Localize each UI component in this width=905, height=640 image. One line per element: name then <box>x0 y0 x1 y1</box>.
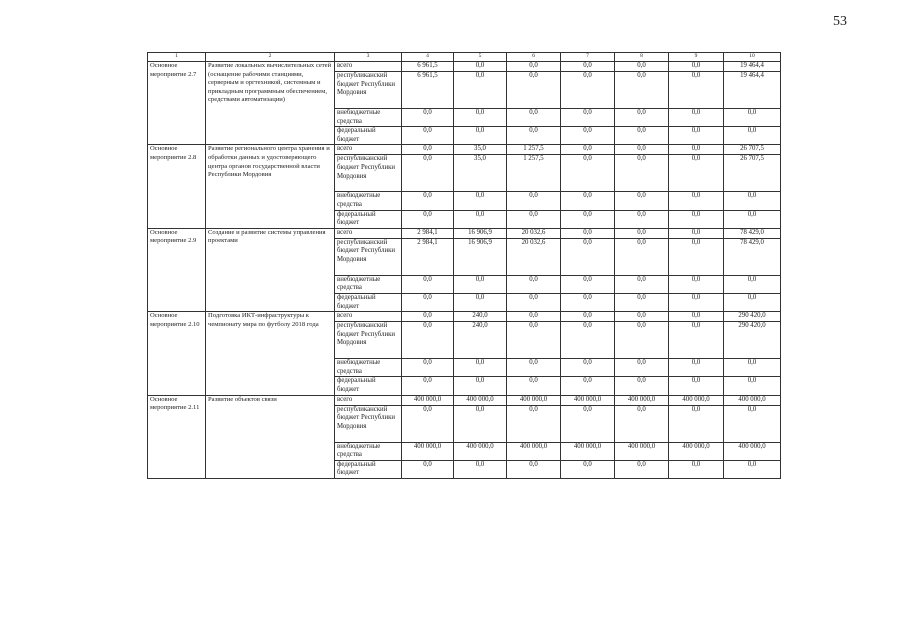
value-cell: 0,0 <box>724 377 781 395</box>
value-cell: 0,0 <box>669 322 724 359</box>
table-row <box>148 228 781 238</box>
funding-source-cell: федеральный бюджет <box>335 460 402 478</box>
value-cell: 0,0 <box>669 109 724 127</box>
value-cell: 19 464,4 <box>724 62 781 72</box>
value-cell: 0,0 <box>669 228 724 238</box>
value-cell: 400 000,0 <box>507 395 561 405</box>
value-cell: 0,0 <box>724 359 781 377</box>
column-number-cell: 8 <box>615 53 669 62</box>
value-cell: 0,0 <box>402 405 454 442</box>
funding-source-cell: федеральный бюджет <box>335 293 402 311</box>
value-cell: 0,0 <box>402 145 454 155</box>
value-cell: 0,0 <box>615 238 669 275</box>
table-row <box>148 62 781 72</box>
value-cell: 0,0 <box>507 192 561 210</box>
value-cell: 0,0 <box>454 377 507 395</box>
value-cell: 0,0 <box>561 293 615 311</box>
value-cell: 0,0 <box>669 155 724 192</box>
value-cell: 0,0 <box>507 62 561 72</box>
activity-cell: Основное мероприятие 2.11 <box>148 395 206 478</box>
value-cell: 0,0 <box>669 377 724 395</box>
description-cell: Развитие объектов связи <box>206 395 335 478</box>
value-cell: 0,0 <box>507 293 561 311</box>
column-number-cell: 5 <box>454 53 507 62</box>
value-cell: 290 420,0 <box>724 322 781 359</box>
value-cell: 0,0 <box>561 405 615 442</box>
value-cell: 0,0 <box>669 238 724 275</box>
value-cell: 0,0 <box>402 359 454 377</box>
description-cell: Создание и развитие системы управления проектами <box>206 228 335 311</box>
funding-source-cell: республиканский бюджет Республики Мордовия <box>335 238 402 275</box>
value-cell: 6 961,5 <box>402 72 454 109</box>
value-cell: 0,0 <box>561 210 615 228</box>
funding-source-cell: внебюджетные средства <box>335 442 402 460</box>
funding-source-cell: республиканский бюджет Республики Мордовия <box>335 72 402 109</box>
activity-cell: Основное мероприятие 2.9 <box>148 228 206 311</box>
value-cell: 0,0 <box>669 460 724 478</box>
value-cell: 26 707,5 <box>724 145 781 155</box>
value-cell: 0,0 <box>507 460 561 478</box>
value-cell: 0,0 <box>724 127 781 145</box>
value-cell: 0,0 <box>454 72 507 109</box>
value-cell: 16 906,9 <box>454 238 507 275</box>
value-cell: 19 464,4 <box>724 72 781 109</box>
value-cell: 0,0 <box>507 405 561 442</box>
funding-source-cell: федеральный бюджет <box>335 210 402 228</box>
value-cell: 0,0 <box>669 127 724 145</box>
funding-source-cell: республиканский бюджет Республики Мордовия <box>335 405 402 442</box>
value-cell: 2 984,1 <box>402 228 454 238</box>
column-number-cell: 7 <box>561 53 615 62</box>
value-cell: 35,0 <box>454 145 507 155</box>
value-cell: 400 000,0 <box>669 395 724 405</box>
value-cell: 26 707,5 <box>724 155 781 192</box>
table-row <box>148 312 781 322</box>
value-cell: 0,0 <box>669 359 724 377</box>
value-cell: 0,0 <box>402 192 454 210</box>
column-number-cell: 1 <box>148 53 206 62</box>
value-cell: 0,0 <box>615 322 669 359</box>
value-cell: 0,0 <box>615 155 669 192</box>
value-cell: 0,0 <box>561 238 615 275</box>
value-cell: 0,0 <box>507 210 561 228</box>
value-cell: 0,0 <box>561 359 615 377</box>
value-cell: 0,0 <box>615 275 669 293</box>
value-cell: 0,0 <box>615 72 669 109</box>
value-cell: 0,0 <box>507 322 561 359</box>
funding-source-cell: республиканский бюджет Республики Мордовия <box>335 322 402 359</box>
funding-source-cell: всего <box>335 228 402 238</box>
value-cell: 0,0 <box>402 322 454 359</box>
value-cell: 0,0 <box>724 210 781 228</box>
value-cell: 0,0 <box>561 109 615 127</box>
value-cell: 0,0 <box>669 210 724 228</box>
column-number-cell: 3 <box>335 53 402 62</box>
value-cell: 0,0 <box>507 312 561 322</box>
funding-source-cell: внебюджетные средства <box>335 275 402 293</box>
value-cell: 0,0 <box>454 359 507 377</box>
value-cell: 0,0 <box>615 405 669 442</box>
value-cell: 0,0 <box>669 293 724 311</box>
value-cell: 0,0 <box>615 228 669 238</box>
funding-source-cell: республиканский бюджет Республики Мордовия <box>335 155 402 192</box>
value-cell: 0,0 <box>615 62 669 72</box>
value-cell: 0,0 <box>615 293 669 311</box>
value-cell: 0,0 <box>615 109 669 127</box>
value-cell: 0,0 <box>669 275 724 293</box>
value-cell: 0,0 <box>724 293 781 311</box>
description-cell: Подготовка ИКТ-инфраструктуры к чемпионату мира по футболу 2018 года <box>206 312 335 395</box>
value-cell: 0,0 <box>507 127 561 145</box>
value-cell: 400 000,0 <box>507 442 561 460</box>
value-cell: 0,0 <box>561 155 615 192</box>
value-cell: 240,0 <box>454 322 507 359</box>
value-cell: 0,0 <box>615 377 669 395</box>
value-cell: 2 984,1 <box>402 238 454 275</box>
value-cell: 0,0 <box>402 210 454 228</box>
value-cell: 78 429,0 <box>724 228 781 238</box>
value-cell: 0,0 <box>669 192 724 210</box>
value-cell: 0,0 <box>561 460 615 478</box>
value-cell: 400 000,0 <box>402 442 454 460</box>
value-cell: 0,0 <box>561 72 615 109</box>
value-cell: 0,0 <box>402 127 454 145</box>
value-cell: 1 257,5 <box>507 155 561 192</box>
activity-cell: Основное мероприятие 2.7 <box>148 62 206 145</box>
value-cell: 0,0 <box>561 275 615 293</box>
description-cell: Развитие локальных вычислительных сетей (оснащение рабочими станциями, серверным и оргтехникой, системным и прикладным программным обеспечением, средствами автоматизации) <box>206 62 335 145</box>
value-cell: 35,0 <box>454 155 507 192</box>
value-cell: 20 032,6 <box>507 238 561 275</box>
funding-source-cell: федеральный бюджет <box>335 127 402 145</box>
column-number-cell: 2 <box>206 53 335 62</box>
table-row <box>148 145 781 155</box>
value-cell: 0,0 <box>507 72 561 109</box>
value-cell: 0,0 <box>615 460 669 478</box>
value-cell: 0,0 <box>454 210 507 228</box>
value-cell: 400 000,0 <box>454 442 507 460</box>
value-cell: 0,0 <box>615 312 669 322</box>
value-cell: 0,0 <box>724 460 781 478</box>
activity-cell: Основное мероприятие 2.10 <box>148 312 206 395</box>
funding-source-cell: внебюджетные средства <box>335 359 402 377</box>
value-cell: 0,0 <box>454 405 507 442</box>
value-cell: 0,0 <box>402 377 454 395</box>
value-cell: 400 000,0 <box>669 442 724 460</box>
value-cell: 0,0 <box>724 405 781 442</box>
funding-source-cell: внебюджетные средства <box>335 192 402 210</box>
value-cell: 240,0 <box>454 312 507 322</box>
funding-source-cell: всего <box>335 62 402 72</box>
value-cell: 0,0 <box>454 275 507 293</box>
table-row <box>148 395 781 405</box>
value-cell: 0,0 <box>561 322 615 359</box>
funding-source-cell: всего <box>335 145 402 155</box>
value-cell: 0,0 <box>561 62 615 72</box>
value-cell: 0,0 <box>561 377 615 395</box>
value-cell: 0,0 <box>669 145 724 155</box>
value-cell: 0,0 <box>669 312 724 322</box>
column-number-cell: 10 <box>724 53 781 62</box>
value-cell: 290 420,0 <box>724 312 781 322</box>
value-cell: 400 000,0 <box>724 442 781 460</box>
value-cell: 0,0 <box>507 377 561 395</box>
value-cell: 400 000,0 <box>615 395 669 405</box>
value-cell: 0,0 <box>615 145 669 155</box>
page-number: 53 <box>833 14 847 29</box>
value-cell: 0,0 <box>402 293 454 311</box>
value-cell: 20 032,6 <box>507 228 561 238</box>
value-cell: 0,0 <box>615 359 669 377</box>
funding-source-cell: федеральный бюджет <box>335 377 402 395</box>
value-cell: 400 000,0 <box>402 395 454 405</box>
value-cell: 78 429,0 <box>724 238 781 275</box>
value-cell: 0,0 <box>507 275 561 293</box>
value-cell: 0,0 <box>615 127 669 145</box>
value-cell: 0,0 <box>561 312 615 322</box>
value-cell: 400 000,0 <box>454 395 507 405</box>
value-cell: 0,0 <box>724 192 781 210</box>
value-cell: 0,0 <box>454 62 507 72</box>
value-cell: 0,0 <box>669 405 724 442</box>
value-cell: 0,0 <box>724 109 781 127</box>
value-cell: 0,0 <box>615 192 669 210</box>
budget-table <box>147 52 781 479</box>
value-cell: 0,0 <box>724 275 781 293</box>
header-row <box>148 53 781 62</box>
value-cell: 6 961,5 <box>402 62 454 72</box>
value-cell: 0,0 <box>561 145 615 155</box>
value-cell: 0,0 <box>454 293 507 311</box>
column-number-cell: 6 <box>507 53 561 62</box>
activity-cell: Основное мероприятие 2.8 <box>148 145 206 228</box>
value-cell: 0,0 <box>402 275 454 293</box>
funding-source-cell: всего <box>335 395 402 405</box>
value-cell: 16 906,9 <box>454 228 507 238</box>
value-cell: 0,0 <box>454 192 507 210</box>
funding-source-cell: внебюджетные средства <box>335 109 402 127</box>
value-cell: 0,0 <box>454 109 507 127</box>
value-cell: 0,0 <box>561 228 615 238</box>
value-cell: 0,0 <box>454 460 507 478</box>
value-cell: 400 000,0 <box>561 395 615 405</box>
value-cell: 0,0 <box>454 127 507 145</box>
value-cell: 400 000,0 <box>561 442 615 460</box>
value-cell: 0,0 <box>402 460 454 478</box>
value-cell: 0,0 <box>561 192 615 210</box>
column-number-cell: 4 <box>402 53 454 62</box>
table-body <box>148 53 781 479</box>
column-number-cell: 9 <box>669 53 724 62</box>
value-cell: 0,0 <box>615 210 669 228</box>
value-cell: 1 257,5 <box>507 145 561 155</box>
value-cell: 400 000,0 <box>724 395 781 405</box>
value-cell: 0,0 <box>669 62 724 72</box>
value-cell: 0,0 <box>507 359 561 377</box>
value-cell: 400 000,0 <box>615 442 669 460</box>
value-cell: 0,0 <box>402 109 454 127</box>
value-cell: 0,0 <box>402 155 454 192</box>
value-cell: 0,0 <box>507 109 561 127</box>
value-cell: 0,0 <box>402 312 454 322</box>
description-cell: Развитие регионального центра хранения и обработки данных и удостоверяющего центра органов государственной власти Республики Мордовия <box>206 145 335 228</box>
funding-source-cell: всего <box>335 312 402 322</box>
value-cell: 0,0 <box>669 72 724 109</box>
value-cell: 0,0 <box>561 127 615 145</box>
